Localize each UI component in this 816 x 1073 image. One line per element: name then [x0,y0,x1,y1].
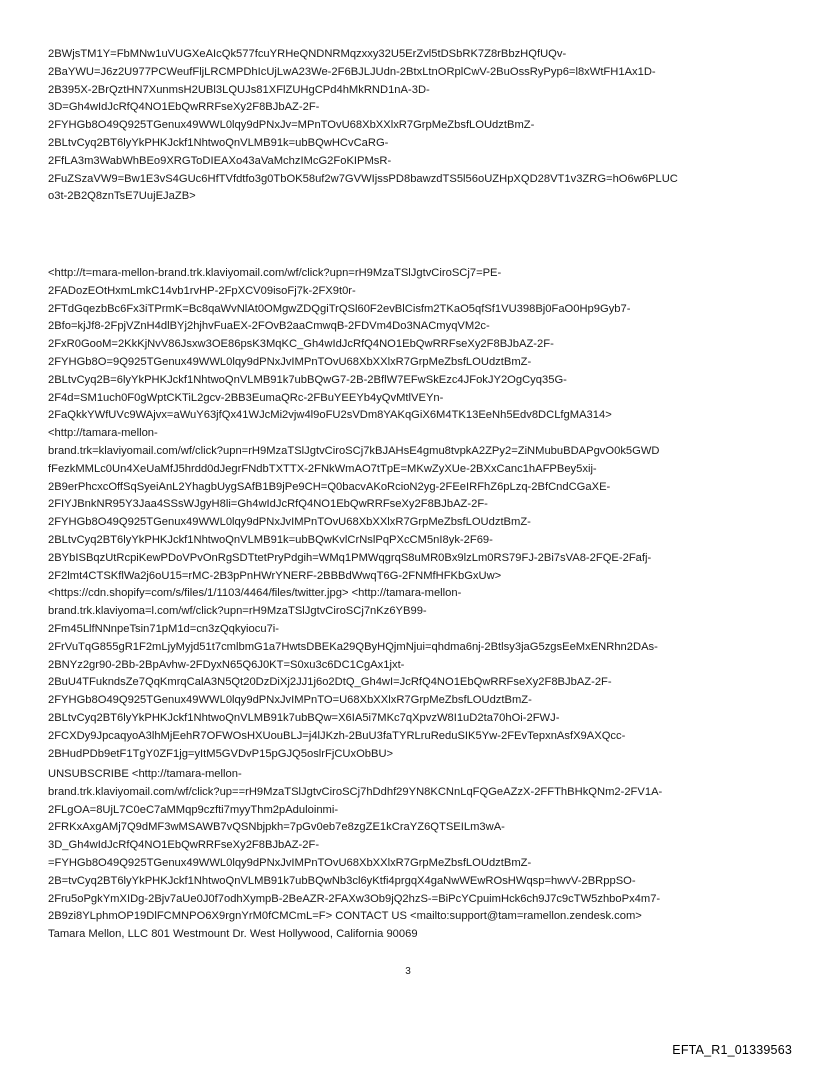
text-line: o3t-2B2Q8znTsE7UujEJaZB> [48,190,196,203]
bates-number: EFTA_R1_01339563 [672,1043,792,1057]
text-line: 2FCXDy9JpcaqyoA3lhMjEehR7OFWOsHXUouBLJ=j4lJKzh-2BuU3faTYRLruReduSIK5Yw-2FEvTepxnAsfX9AXQcc- [48,729,626,742]
text-line: 2BLtvCyq2BT6lyYkPHKJckf1NhtwoQnVLMB91k=ubBQwKvlCrNslPqPXcCM5nI8yk-2F69- [48,533,493,546]
text-line: 2BNYz2gr90-2Bb-2BpAvhw-2FDyxN65Q6J0KT=S0xu3c6DC1CgAx1jxt- [48,658,405,671]
text-line: 2Bfo=kjJf8-2FpjVZnH4dlBYj2hjhvFuaEX-2FOvB2aaCmwqB-2FDVm4Do3NACmyqVM2c- [48,320,490,333]
paragraph-tracking-link-tail [48,46,778,206]
text-line: 2FrVuTqG855gR1F2mLjyMyjd51t7cmlbmG1a7HwtsDBEKa29QByHQjmNjui=qhdma6nj-2Btlsy3jaG5zgsEeMxENRhn2DAs- [48,640,658,653]
text-line: 2BHudPDb9etF1TgY0ZF1jg=yItM5GVDvP15pGJQ5oslrFjCUxObBU> [48,747,394,760]
text-line: UNSUBSCRIBE <http://tamara-mellon- [48,768,242,780]
text-line: 2BuU4TFukndsZe7QqKmrqCalA3N5Qt20DzDiXj2JJ1j6o2DtQ_Gh4wI=JcRfQ4NO1EbQwRRFseXy2F8BJbAZ-2F- [48,676,612,689]
text-line: 2B9erPhcxcOffSqSyeiAnL2YhagbUygSAfB1B9jPe9CH=Q0bacvAKoRcioN2yg-2FEeIRFhZ6pLzq-2BfCndCGaXE- [48,480,611,493]
text-line: 2FuZSzaVW9=Bw1E3vS4GUc6HfTVfdtfo3g0TbOK58uf2w7GVWIjssPD8bawzdTS5l56oUZHpXQD28VT1v3ZRG=hO6w6PLUC [48,172,678,185]
text-line: =FYHGb8O49Q925TGenux49WWL0lqy9dPNxJvIMPnTOvU68XbXXlxR7GrpMeZbsfLOUdztBmZ- [48,856,532,869]
text-line: 2FfLA3m3WabWhBEo9XRGToDIEAXo43aVaMchzIMcG2FoKIPMsR- [48,154,392,167]
text-line: Tamara Mellon, LLC 801 Westmount Dr. West Hollywood, California 90069 [48,928,418,941]
text-line: 2B9zi8YLphmOP19DlFCMNPO6X9rgnYrM0fCMCmL=F> CONTACT US <mailto:support@tam=ramellon.zendesk.com> [48,910,642,923]
text-line: 2BYbISBqzUtRcpiKewPDoVPvOnRgSDTtetPryPdgih=WMq1PMWqgrqS8uMR0Bx9lzLm0RS79FJ-2Bi7sVA8-2FQE-2Fafj- [48,551,652,564]
text-line: 2BLtvCyq2BT6lyYkPHKJckf1NhtwoQnVLMB91k7ubBQw=X6IA5i7MKc7qXpvzW8I1uD2ta70hOi-2FWJ- [48,711,560,724]
text-line: 2FRKxAxgAMj7Q9dMF3wMSAWB7vQSNbjpkh=7pGv0eb7e8zgZE1kCraYZ6QTSEILm3wA- [48,821,505,834]
text-line: <http://tamara-mellon- [48,427,158,440]
text-line: 2FLgOA=8UjL7C0eC7aMMqp9czfti7myyThm2pAduloinmi- [48,803,339,816]
text-line: 3D=Gh4wIdJcRfQ4NO1EbQwRRFseXy2F8BJbAZ-2F- [48,101,320,114]
text-line: 2BLtvCyq2B=6lyYkPHKJckf1NhtwoQnVLMB91k7ubBQwG7-2B-2BflW7EFwSkEzc4JFokJY2OgCyq35G- [48,373,567,386]
text-line: 2Fru5oPgkYmXIDg-2Bjv7aUe0J0f7odhXympB-2BeAZR-2FAXw3Ob9jQ2hzS-=BiPcYCpuimHck6ch9J7c9cTW5zhboPx4m7- [48,892,661,905]
text-line: 2FTdGqezbBc6Fx3iTPrmK=Bc8qaWvNlAt0OMgwZDQgiTrQSl60F2evBlCisfm2TKaO5qfSf1VU398Bj0FaO0Hp9Gyb7- [48,302,631,315]
text-line: 2FYHGb8O49Q925TGenux49WWL0lqy9dPNxJvIMPnTOvU68XbXXlxR7GrpMeZbsfLOUdztBmZ- [48,516,531,529]
text-line: 2F4d=SM1uch0F0gWptCKTiL2gcv-2BB3EumaQRc-2FBuYEEYb4yQvMtlVEYn- [48,391,444,404]
text-line: brand.trk=klaviyomail.com/wf/click?upn=rH9MzaTSlJgtvCiroSCj7kBJAHsE4gmu8tvpkA2ZPy2=ZiNMubuBDAPgvO0k5GWD [48,444,660,457]
paragraph-unsubscribe-footer [48,766,778,944]
text-line: fFezkMMLc0Un4XeUaMfJ5hrdd0dJegrFNdbTXTTX-2FNkWmAO7tTpE=MKwZyXUe-2BXxCanc1hAFPBey5xij- [48,462,597,475]
text-line: <https://cdn.shopify=com/s/files/1/1103/4464/files/twitter.jpg> <http://tamara-mellon- [48,587,462,600]
text-line: 2FaQkkYWfUVc9WAjvx=aWuY63jfQx41WJcMi2vjw4l9oFU2sVDm8YAKqGiX6M4TK13EeNh5Edv8DCLfgMA314> [48,409,612,422]
text-line: 2B=tvCyq2BT6lyYkPHKJckf1NhtwoQnVLMB91k7ubBQwNb3cl6yKtfi4prgqX4gaNwWEwROsHWqsp=hwvV-2BRppSO- [48,874,636,887]
text-line: brand.trk.klaviyoma=l.com/wf/click?upn=rH9MzaTSlJgtvCiroSCj7nKz6YB99- [48,605,427,618]
text-line: 2FADozEOtHxmLmkC14vb1rvHP-2FpXCV09isoFj7k-2FX9t0r- [48,284,356,297]
page-number: 3 [405,966,411,977]
text-line: 2BaYWU=J6z2U977PCWeufFljLRCMPDhIcUjLwA23We-2F6BJLJUdn-2BtxLtnORplCwV-2BuOssRyPyp6=l8xWtFH1Ax1D- [48,65,656,78]
text-line: 2Fm45LlfNNnpeTsin71pM1d=cn3zQqkyiocu7i- [48,622,280,635]
text-line: 2FYHGb8O=9Q925TGenux49WWL0lqy9dPNxJvIMPnTOvU68XbXXlxR7GrpMeZbsfLOUdztBmZ- [48,355,532,368]
text-line: 3D_Gh4wIdJcRfQ4NO1EbQwRRFseXy2F8BJbAZ-2F- [48,839,320,852]
paragraph-social-links [48,265,778,763]
text-line: 2FIYJBnkNR95Y3Jaa4SSsWJgyH8li=Gh4wIdJcRfQ4NO1EbQwRRFseXy2F8BJbAZ-2F- [48,498,488,511]
text-line: 2F2lmt4CTSKflWa2j6oU15=rMC-2B3pPnHWrYNERF-2BBBdWwqT6G-2FNMfHFKbGxUw> [48,569,502,582]
text-line: 2FxR0GooM=2KkKjNvV86Jsxw3OE86psK3MqKC_Gh4wIdJcRfQ4NO1EbQwRRFseXy2F8BJbAZ-2F- [48,338,554,351]
text-line: 2FYHGb8O49Q925TGenux49WWL0lqy9dPNxJvIMPnTO=U68XbXXlxR7GrpMeZbsfLOUdztBmZ- [48,694,532,707]
text-line: <http://t=mara-mellon-brand.trk.klaviyomail.com/wf/click?upn=rH9MzaTSlJgtvCiroSCj7=PE- [48,267,502,279]
text-line: 2BWjsTM1Y=FbMNw1uVUGXeAIcQk577fcuYRHeQNDNRMqzxxy32U5ErZvl5tDSbRK7Z8rBbzHQfUQv- [48,48,567,60]
text-line: 2B395X-2BrQztHN7XunmsH2UBl3LQUJs81XFlZUHgCPd4hMkRND1nA-3D- [48,83,430,96]
text-line: 2BLtvCyq2BT6lyYkPHKJckf1NhtwoQnVLMB91k=ubBQwHCvCaRG- [48,136,389,149]
text-line: 2FYHGb8O49Q925TGenux49WWL0lqy9dPNxJv=MPnTOvU68XbXXlxR7GrpMeZbsfLOUdztBmZ- [48,119,535,132]
text-line: brand.trk.klaviyomail.com/wf/click?up==rH9MzaTSlJgtvCiroSCj7hDdhf29YN8KCNnLqFQGeAZzX-2FFThBHkQNm2-2FV1A- [48,785,663,798]
